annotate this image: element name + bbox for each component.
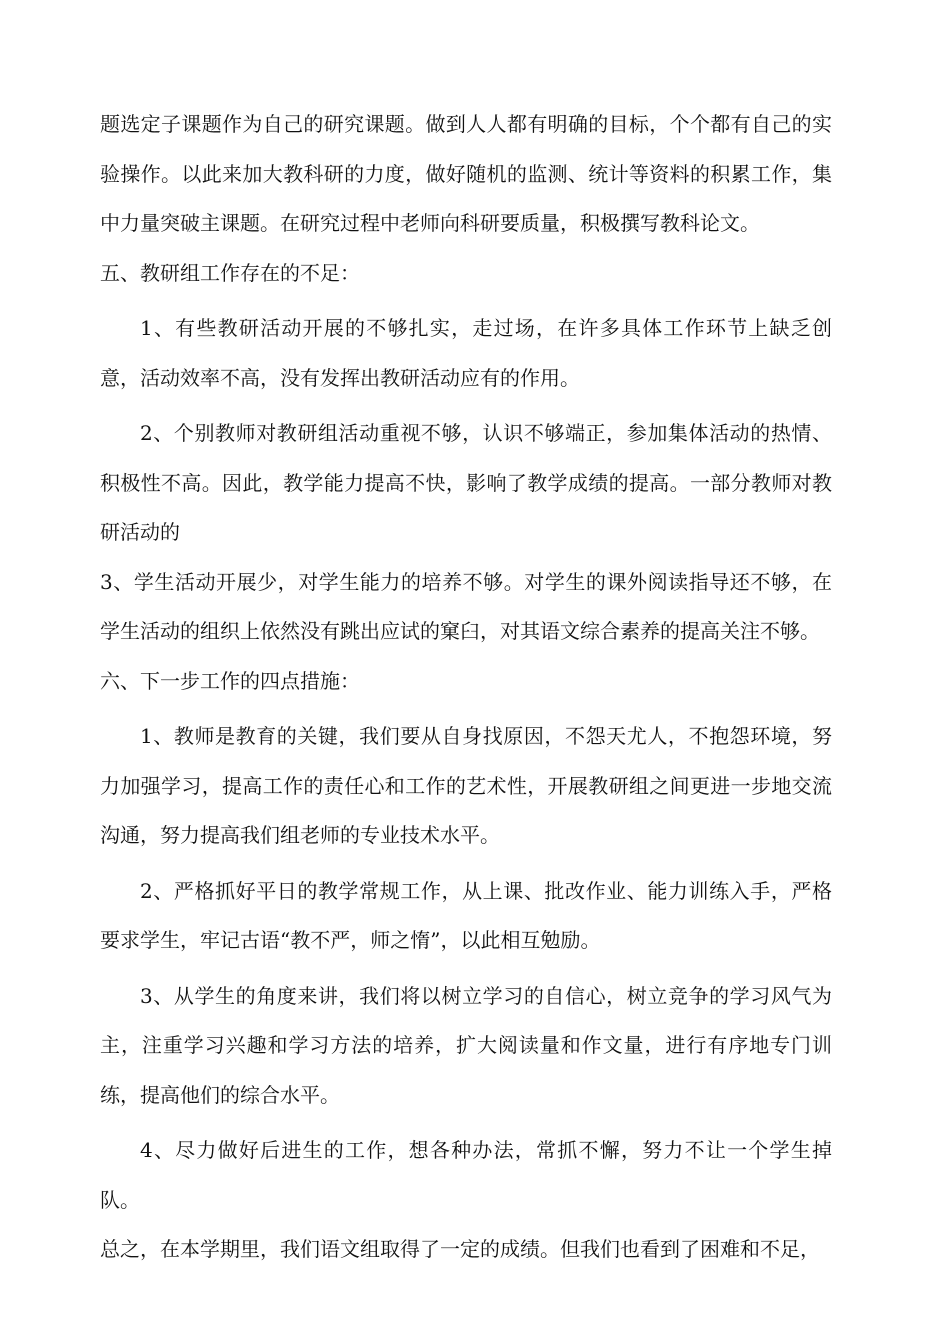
document-body: [100, 100, 832, 1275]
paragraph-measure-2: 2、严格抓好平日的教学常规工作，从上课、批改作业、能力训练入手，严格要求学生，牢记古语“教不严，师之惰”，以此相互勉励。: [100, 878, 832, 952]
paragraph-shortcoming-2: 2、个别教师对教研组活动重视不够，认识不够端正，参加集体活动的热情、积极性不高。因此，教学能力提高不快，影响了教学成绩的提高。一部分教师对教研活动的: [100, 421, 832, 544]
paragraph-measure-1: 1、教师是教育的关键，我们要从自身找原因，不怨天尤人，不抱怨环境，努力加强学习，提高工作的责任心和工作的艺术性，开展教研组之间更进一步地交流沟通，努力提高我们组老师的专业技术水平。: [100, 724, 832, 847]
section-heading-measures: 六、下一步工作的四点措施：: [100, 668, 360, 693]
paragraph-shortcoming-1: 1、有些教研活动开展的不够扎实，走过场，在许多具体工作环节上缺乏创意，活动效率不高，没有发挥出教研活动应有的作用。: [100, 316, 832, 390]
section-heading-shortcomings: 五、教研组工作存在的不足：: [100, 260, 360, 285]
paragraph-measure-3: 3、从学生的角度来讲，我们将以树立学习的自信心，树立竞争的学习风气为主，注重学习兴趣和学习方法的培养，扩大阅读量和作文量，进行有序地专门训练，提高他们的综合水平。: [100, 983, 832, 1107]
paragraph-measure-4: 4、尽力做好后进生的工作，想各种办法，常抓不懈，努力不让一个学生掉队。: [100, 1138, 832, 1212]
paragraph-summary: 总之，在本学期里，我们语文组取得了一定的成绩。但我们也看到了困难和不足，: [100, 1237, 820, 1261]
paragraph-research-topics: 题选定子课题作为自己的研究课题。做到人人都有明确的目标，个个都有自己的实验操作。以此来加大教科研的力度，做好随机的监测、统计等资料的积累工作，集中力量突破主课题。在研究过程中老师向科研要质量，积极撰写教科论文。: [100, 112, 832, 235]
paragraph-shortcoming-3: 3、学生活动开展少，对学生能力的培养不够。对学生的课外阅读指导还不够，在学生活动的组织上依然没有跳出应试的窠臼，对其语文综合素养的提高关注不够。: [100, 569, 832, 643]
